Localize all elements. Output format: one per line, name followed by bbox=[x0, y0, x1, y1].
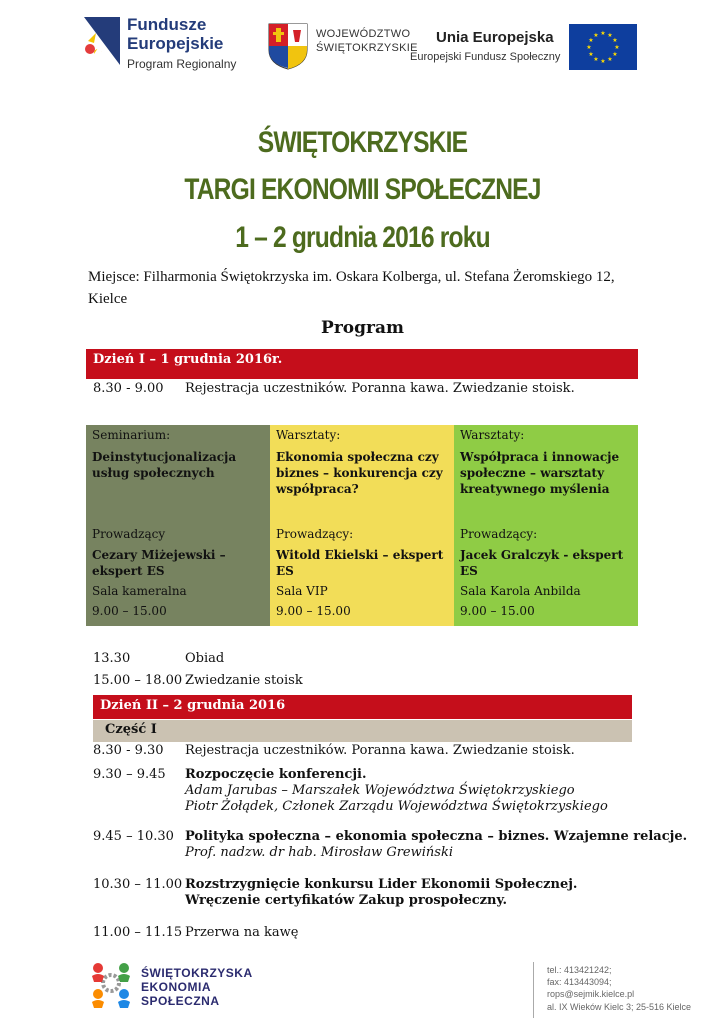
day2-part-header: Część I bbox=[93, 720, 632, 742]
ses-logo-text-3: SPOŁECZNA bbox=[141, 994, 220, 1008]
day1-row-time: 8.30 - 9.00 bbox=[93, 381, 164, 396]
venue-text: Miejsce: Filharmonia Świętokrzyska im. Oskara Kolberga, ul. Stefana Żeromskiego 12, Kielce bbox=[88, 269, 615, 307]
fe-logo-text-3: Program Regionalny bbox=[127, 57, 237, 71]
session-column-workshop-2 bbox=[454, 425, 638, 626]
voivodeship-text-1: WOJEWÓDZTWO bbox=[316, 28, 411, 40]
fundusze-europejskie-logo-icon bbox=[82, 15, 122, 67]
session-host: Jacek Gralczyk - ekspert ES bbox=[460, 548, 624, 578]
day2-row-speaker: Piotr Żołądek, Członek Zarządu Województwa Świętokrzyskiego bbox=[185, 799, 608, 814]
footer-email[interactable]: rops@sejmik.kielce.pl bbox=[547, 989, 635, 999]
day2-row-text: Rejestracja uczestników. Poranna kawa. Zwiedzanie stoisk. bbox=[185, 743, 575, 758]
svg-text:★: ★ bbox=[612, 51, 618, 58]
day2-row-title: Rozpoczęcie konferencji. bbox=[185, 767, 367, 782]
session-title: Współpraca i innowacje społeczne – warsztaty kreatywnego myślenia bbox=[460, 450, 620, 496]
eu-flag-icon bbox=[569, 24, 637, 70]
session-type: Warsztaty: bbox=[276, 428, 341, 442]
day2-row-title: Rozstrzygnięcie konkursu Lider Ekonomii Społecznej. bbox=[185, 877, 578, 892]
session-title: Deinstytucjonalizacja usług społecznych bbox=[92, 450, 237, 480]
session-hours: 9.00 – 15.00 bbox=[460, 604, 535, 618]
day2-row-speaker: Adam Jarubas – Marszałek Województwa Świętokrzyskiego bbox=[185, 783, 575, 798]
svg-text:★: ★ bbox=[600, 58, 606, 65]
day1-visit-text: Zwiedzanie stoisk bbox=[185, 673, 303, 688]
footer-fax: fax: 413443094; bbox=[547, 977, 612, 987]
ses-logo-icon bbox=[86, 958, 136, 1008]
day1-row-text: Rejestracja uczestników. Poranna kawa. Zwiedzanie stoisk. bbox=[185, 381, 575, 396]
ses-logo-text-1: ŚWIĘTOKRZYSKA bbox=[141, 966, 253, 980]
session-room: Sala VIP bbox=[276, 584, 328, 598]
day2-row-title: Polityka społeczna – ekonomia społeczna – biznes. Wzajemne relacje. bbox=[185, 829, 688, 844]
title-line-3: 1 – 2 grudnia 2016 roku bbox=[235, 221, 490, 254]
day2-row-time: 9.30 – 9.45 bbox=[93, 767, 166, 782]
day2-row-time: 8.30 - 9.30 bbox=[93, 743, 164, 758]
title-line-2: TARGI EKONOMII SPOŁECZNEJ bbox=[184, 173, 541, 206]
svg-text:★: ★ bbox=[607, 56, 613, 63]
day1-lunch-time: 13.30 bbox=[93, 651, 131, 666]
footer-address: al. IX Wieków Kielc 3; 25-516 Kielce bbox=[547, 1002, 692, 1012]
fe-logo-text-2: Europejskie bbox=[127, 34, 224, 53]
session-room: Sala kameralna bbox=[92, 584, 187, 598]
day2-row-title-2: Wręczenie certyfikatów Zakup prospołeczny. bbox=[185, 893, 508, 908]
svg-text:★: ★ bbox=[593, 56, 599, 63]
session-host: Cezary Miżejewski – ekspert ES bbox=[92, 548, 226, 578]
session-column-workshop-1 bbox=[270, 425, 454, 626]
day2-header: Dzień II – 2 grudnia 2016 bbox=[93, 695, 632, 719]
voivodeship-text-2: ŚWIĘTOKRZYSKIE bbox=[316, 42, 418, 54]
fe-logo-text-1: Fundusze bbox=[127, 15, 207, 34]
svg-text:★: ★ bbox=[612, 37, 618, 44]
day2-row-time: 11.00 – 11.15 bbox=[93, 925, 183, 940]
session-title: Ekonomia społeczna czy biznes – konkurencja czy współpraca? bbox=[276, 450, 443, 496]
session-room: Sala Karola Anbilda bbox=[460, 584, 581, 598]
session-type: Warsztaty: bbox=[460, 428, 525, 442]
footer-divider bbox=[533, 962, 534, 1018]
eu-text-2: Europejski Fundusz Społeczny bbox=[410, 51, 561, 63]
session-hours: 9.00 – 15.00 bbox=[92, 604, 167, 618]
title-line-1: ŚWIĘTOKRZYSKIE bbox=[257, 126, 468, 159]
svg-text:★: ★ bbox=[588, 37, 594, 44]
day1-lunch-text: Obiad bbox=[185, 651, 225, 666]
session-hours: 9.00 – 15.00 bbox=[276, 604, 351, 618]
session-host-label: Prowadzący: bbox=[460, 527, 538, 541]
session-column-seminar bbox=[86, 425, 270, 626]
day1-visit-time: 15.00 – 18.00 bbox=[93, 673, 183, 688]
day2-row-text: Przerwa na kawę bbox=[185, 925, 299, 940]
eu-text-1: Unia Europejska bbox=[436, 29, 554, 46]
program-heading: Program bbox=[321, 318, 404, 338]
svg-text:★: ★ bbox=[600, 30, 606, 37]
svg-text:★: ★ bbox=[607, 32, 613, 39]
footer-phone: tel.: 413421242; bbox=[547, 965, 612, 975]
session-type: Seminarium: bbox=[92, 428, 171, 442]
session-host: Witold Ekielski – ekspert ES bbox=[276, 548, 444, 578]
day2-row-speaker: Prof. nadzw. dr hab. Mirosław Grewiński bbox=[185, 845, 453, 860]
svg-text:★: ★ bbox=[614, 44, 620, 51]
ses-logo-text-2: EKONOMIA bbox=[141, 980, 211, 994]
day2-row-time: 10.30 – 11.00 bbox=[93, 877, 183, 892]
day2-row-time: 9.45 – 10.30 bbox=[93, 829, 174, 844]
session-host-label: Prowadzący: bbox=[276, 527, 354, 541]
svg-text:★: ★ bbox=[588, 51, 594, 58]
session-host-label: Prowadzący bbox=[92, 527, 166, 541]
voivodeship-crest-icon bbox=[267, 20, 309, 70]
svg-text:★: ★ bbox=[593, 32, 599, 39]
day1-header: Dzień I – 1 grudnia 2016r. bbox=[86, 349, 638, 379]
svg-text:★: ★ bbox=[586, 44, 592, 51]
